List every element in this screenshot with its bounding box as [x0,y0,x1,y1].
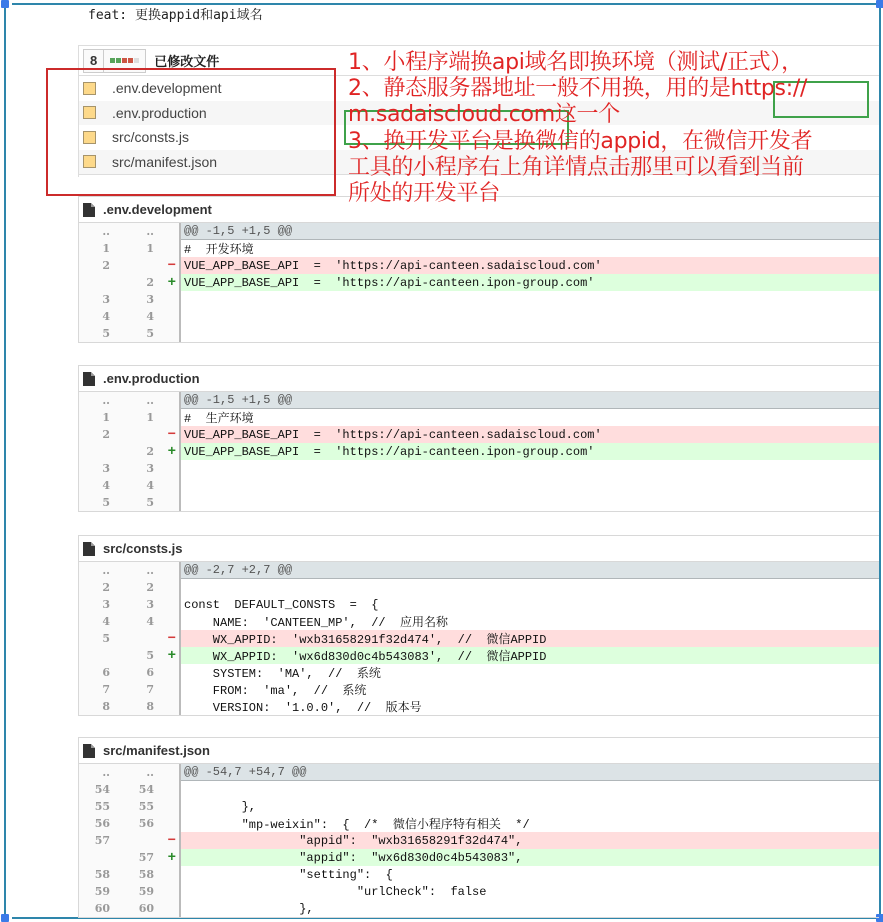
new-line-number: 54 [138,783,154,796]
gutter-row [79,681,179,698]
plus-icon: + [167,443,176,460]
file-icon [83,744,95,758]
minus-icon: − [167,426,176,443]
gutter-row [79,291,179,308]
gutter-row [79,883,179,900]
gutter-row [79,409,179,426]
gutter-row [79,426,179,443]
minus-icon: − [167,630,176,647]
changed-count: 8 [84,50,104,72]
plus-icon: + [167,849,176,866]
gutter-row [79,579,179,596]
new-line-number: 60 [138,902,154,915]
old-line-number: 7 [102,683,110,696]
annotation-note [348,50,868,207]
new-line-number: 58 [138,868,154,881]
new-line-number: 1 [146,242,154,255]
gutter-row [79,325,179,342]
diff-stat-segment [116,58,121,63]
diff-file-header[interactable] [79,536,879,562]
old-line-number: 1 [102,411,110,424]
deleted-line: VUE_APP_BASE_API = 'https://api-canteen.sadaiscloud.com' [181,257,879,274]
minus-icon: − [167,832,176,849]
gutter-row [79,223,179,240]
context-line: "mp-weixin": { /* 微信小程序特有相关 */ [184,818,530,832]
changed-file-name: .env.development [112,80,222,97]
deleted-line: VUE_APP_BASE_API = 'https://api-canteen.sadaiscloud.com' [181,426,879,443]
gutter-row [79,596,179,613]
new-line-number: 57 [138,851,154,864]
old-line-number: 3 [102,462,110,475]
gutter-row [79,698,179,715]
diff-file-name: src/consts.js [103,541,183,556]
context-line: }, [184,799,257,814]
annotation-line-4: 3、换开发平台是换微信的appid，在微信开发者 [348,128,813,154]
gutter-row [79,815,179,832]
gutter-row [79,477,179,494]
selection-frame-left [4,5,6,917]
gutter-row [79,240,179,257]
gutter-row [79,257,179,274]
gutter-row [79,562,179,579]
new-line-number: 5 [146,649,154,662]
resize-handle-bottom-left[interactable] [1,914,9,922]
deleted-line: "appid": "wxb31658291f32d474", [181,832,879,849]
context-line: # 生产环境 [184,412,254,426]
diff-stat-bar [104,58,145,63]
old-line-number: .. [102,225,110,238]
new-line-number: 3 [146,598,154,611]
changed-files-title: 已修改文件 [154,54,220,69]
gutter-row [79,664,179,681]
gutter-row [79,764,179,781]
gutter-row [79,781,179,798]
old-line-number: 3 [102,598,110,611]
old-line-number: .. [102,564,110,577]
context-line: }, [184,901,314,916]
old-line-number: 55 [94,800,110,813]
old-line-number: 5 [102,327,110,340]
old-line-number: 54 [94,783,110,796]
plus-icon: + [167,647,176,664]
annotation-line-6: 所处的开发平台 [348,181,500,207]
diff-stat-segment [134,58,139,63]
context-line [181,308,879,325]
diff-file-name: .env.development [103,202,212,217]
old-line-number: 4 [102,310,110,323]
added-line: WX_APPID: 'wx6d830d0c4b543083', // 微信APPID [181,647,879,664]
hunk-header: @@ -54,7 +54,7 @@ [181,764,879,781]
old-line-number: 60 [94,902,110,915]
new-line-number: 3 [146,293,154,306]
commit-message: feat: 更换appid和api域名 [88,8,263,23]
new-line-number: .. [146,394,154,407]
added-line: "appid": "wx6d830d0c4b543083", [181,849,879,866]
hunk-header: @@ -1,5 +1,5 @@ [181,392,879,409]
old-line-number: 1 [102,242,110,255]
context-line: const DEFAULT_CONSTS = { [184,597,379,612]
file-icon [83,372,95,386]
old-line-number: 8 [102,700,110,713]
diff-stat-segment [128,58,133,63]
old-line-number: 2 [102,581,110,594]
gutter-row [79,630,179,647]
gutter-row [79,613,179,630]
added-line: VUE_APP_BASE_API = 'https://api-canteen.ipon-group.com' [181,443,879,460]
annotation-line-3: m.sadaiscloud.com这一个 [348,102,620,128]
new-line-number: .. [146,225,154,238]
context-line [181,325,879,342]
context-line [181,291,879,308]
gutter-row [79,392,179,409]
new-line-number: 4 [146,310,154,323]
diff-stat-segment [110,58,115,63]
new-line-number: 2 [146,276,154,289]
new-line-number: 2 [146,581,154,594]
context-line: SYSTEM: 'MA', // 系统 [184,667,381,681]
context-line: "setting": { [184,867,393,882]
line-number-gutter [79,223,181,342]
new-line-number: 3 [146,462,154,475]
gutter-row [79,798,179,815]
context-line: FROM: 'ma', // 系统 [184,684,367,698]
gutter-row [79,832,179,849]
old-line-number: 2 [102,428,110,441]
old-line-number: 3 [102,293,110,306]
old-line-number: 5 [102,496,110,509]
file-icon [83,203,95,217]
context-line: NAME: 'CANTEEN_MP', // 应用名称 [184,616,449,630]
line-number-gutter [79,562,181,715]
old-line-number: 56 [94,817,110,830]
gutter-row [79,494,179,511]
context-line: "urlCheck": false [184,884,487,899]
new-line-number: 4 [146,479,154,492]
old-line-number: 4 [102,615,110,628]
minus-icon: − [167,257,176,274]
gutter-row [79,308,179,325]
resize-handle-top-left[interactable] [1,0,9,8]
diff-code [181,223,879,342]
context-line: # 开发环境 [184,243,254,257]
changed-file-name: src/manifest.json [112,153,218,170]
diff-stat-segment [122,58,127,63]
new-line-number: 4 [146,615,154,628]
resize-handle-top-right[interactable] [876,0,883,8]
new-line-number: 7 [146,683,154,696]
new-line-number: 1 [146,411,154,424]
context-line [181,579,879,596]
new-line-number: 8 [146,700,154,713]
diff-file-name: src/manifest.json [103,743,210,758]
diff-block-manifest-json [78,737,879,918]
deleted-line: WX_APPID: 'wxb31658291f32d474', // 微信APPID [181,630,879,647]
changed-file-name: src/consts.js [112,129,190,146]
diff-block-env-development [78,196,879,343]
new-line-number: 59 [138,885,154,898]
diff-code [181,764,879,917]
new-line-number: 55 [138,800,154,813]
hunk-header: @@ -2,7 +2,7 @@ [181,562,879,579]
changed-file-name: .env.production [112,104,207,121]
old-line-number: 59 [94,885,110,898]
gutter-row [79,274,179,291]
old-line-number: 57 [94,834,110,847]
hunk-header: @@ -1,5 +1,5 @@ [181,223,879,240]
old-line-number: 2 [102,259,110,272]
new-line-number: 6 [146,666,154,679]
gutter-row [79,900,179,917]
old-line-number: .. [102,394,110,407]
old-line-number: 58 [94,868,110,881]
old-line-number: .. [102,766,110,779]
diff-file-name: .env.production [103,371,200,386]
new-line-number: 5 [146,327,154,340]
diff-block-env-production [78,365,879,512]
gutter-row [79,866,179,883]
gutter-row [79,849,179,866]
annotation-line-2: 2、静态服务器地址一般不用换，用的是https:// [348,76,808,102]
old-line-number: 5 [102,632,110,645]
selection-frame-right [879,5,881,917]
annotation-line-5: 工具的小程序右上角详情点击那里可以看到当前 [348,154,804,180]
diff-code [181,392,879,511]
plus-icon: + [167,274,176,291]
context-line: VERSION: '1.0.0', // 版本号 [184,701,422,715]
old-line-number: 6 [102,666,110,679]
diff-block-consts-js [78,535,879,716]
gutter-row [79,443,179,460]
new-line-number: .. [146,766,154,779]
context-line [181,477,879,494]
line-number-gutter [79,764,181,917]
old-line-number: 4 [102,479,110,492]
new-line-number: 2 [146,445,154,458]
diff-file-header[interactable] [79,366,879,392]
gutter-row [79,647,179,664]
diff-file-header[interactable] [79,738,879,764]
new-line-number: 56 [138,817,154,830]
added-line: VUE_APP_BASE_API = 'https://api-canteen.ipon-group.com' [181,274,879,291]
context-line [181,781,879,798]
context-line [181,460,879,477]
annotation-line-1: 1、小程序端换api域名即换环境（测试/正式）， [348,50,803,75]
diff-code [181,562,879,715]
new-line-number: .. [146,564,154,577]
new-line-number: 5 [146,496,154,509]
context-line [181,494,879,511]
line-number-gutter [79,392,181,511]
gutter-row [79,460,179,477]
annotation-red-rectangle [46,68,336,196]
file-icon [83,542,95,556]
